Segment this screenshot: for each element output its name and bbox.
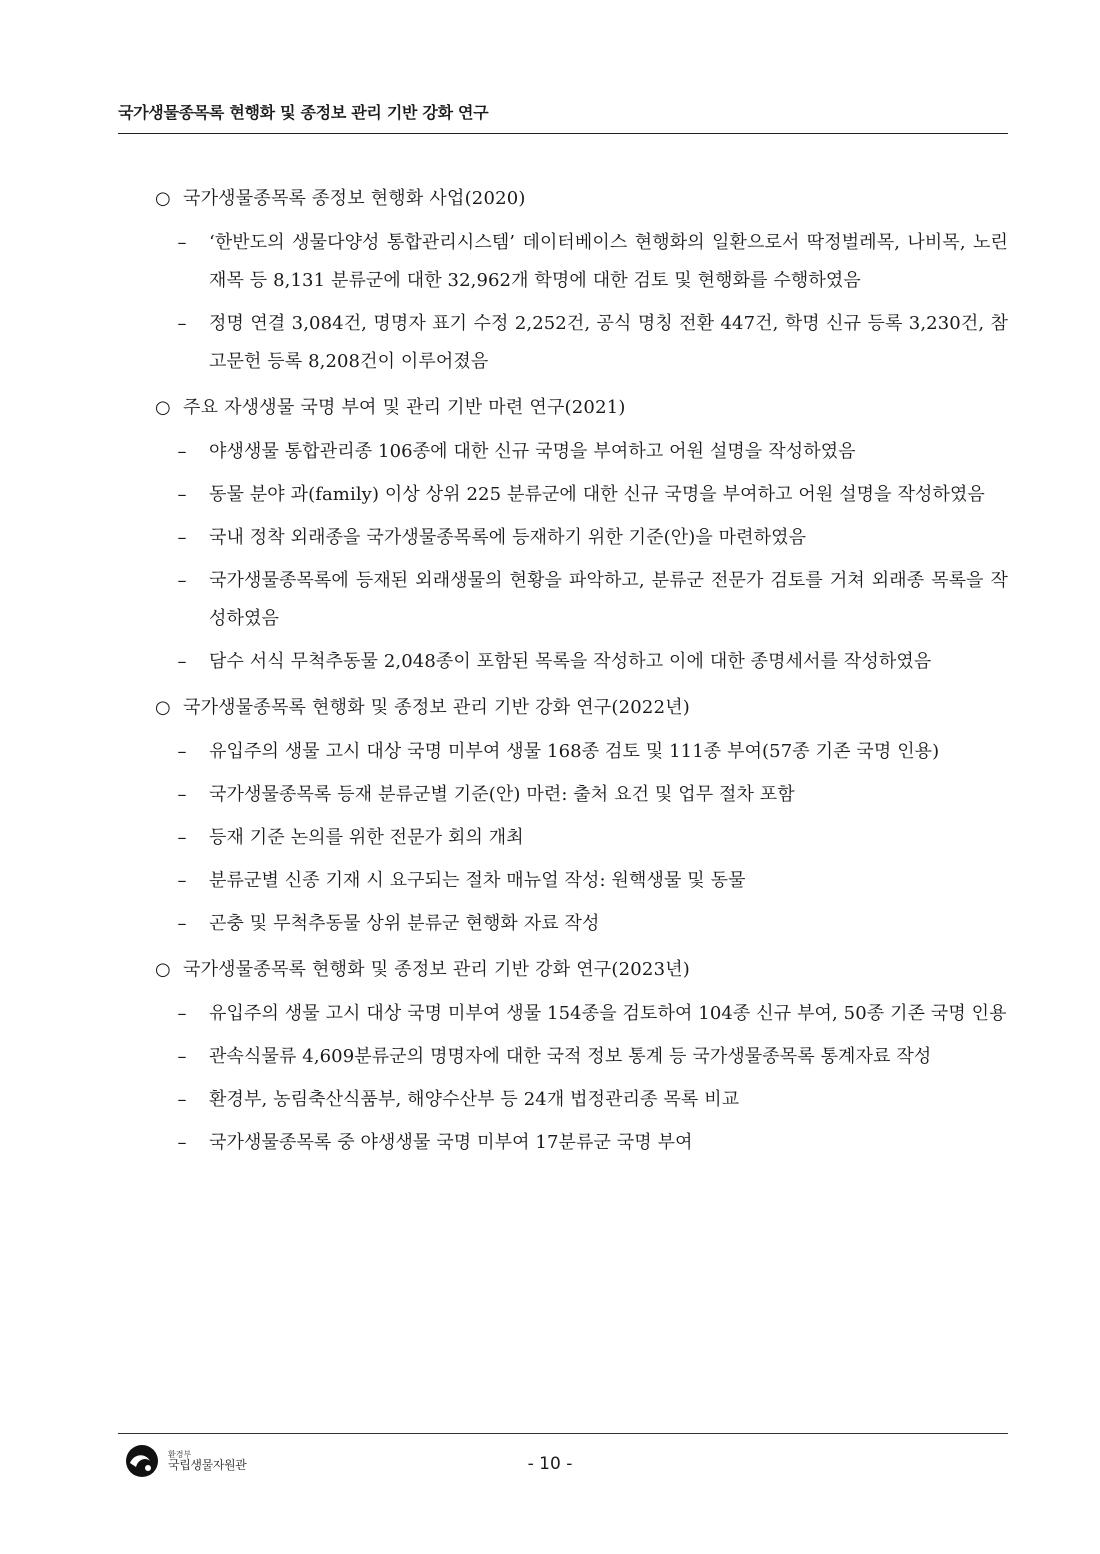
list-item: – 곤충 및 무척추동물 상위 분류군 현행화 자료 작성 — [171, 905, 1008, 943]
section-title: ○ 국가생물종목록 현행화 및 종정보 관리 기반 강화 연구(2023년) — [155, 951, 1008, 989]
dash-bullet-icon: – — [177, 827, 187, 848]
dash-bullet-icon: – — [177, 1046, 187, 1067]
section-title: ○ 국가생물종목록 현행화 및 종정보 관리 기반 강화 연구(2022년) — [155, 689, 1008, 727]
dash-bullet-icon: – — [177, 441, 187, 462]
circle-bullet-icon: ○ — [155, 188, 171, 209]
ministry-name: 환경부 — [168, 1449, 192, 1459]
dash-bullet-icon: – — [177, 527, 187, 548]
page-number: - 10 - — [527, 1454, 573, 1474]
list-item: – ‘한반도의 생물다양성 통합관리시스템’ 데이터베이스 현행화의 일환으로서 딱정벌레목, 나비목, 노린재목 등 8,131 분류군에 대한 32,962개 학명에 대한 검토 및 현행화를 수행하였음 — [171, 224, 1008, 300]
section-title: ○ 국가생물종목록 종정보 현행화 사업(2020) — [155, 180, 1008, 218]
dash-bullet-icon: – — [177, 784, 187, 805]
header-rule — [118, 133, 1008, 134]
dash-bullet-icon: – — [177, 484, 187, 505]
running-header: 국가생물종목록 현행화 및 종정보 관리 기반 강화 연구 — [118, 103, 489, 122]
list-item: – 담수 서식 무척추동물 2,048종이 포함된 목록을 작성하고 이에 대한 종명세서를 작성하였음 — [171, 643, 1008, 681]
dash-bullet-icon: – — [177, 1089, 187, 1110]
circle-bullet-icon: ○ — [155, 697, 171, 718]
list-item: – 분류군별 신종 기재 시 요구되는 절차 매뉴얼 작성: 원핵생물 및 동물 — [171, 862, 1008, 900]
dash-bullet-icon: – — [177, 651, 187, 672]
dash-bullet-icon: – — [177, 232, 187, 253]
list-item: – 환경부, 농림축산식품부, 해양수산부 등 24개 법정관리종 목록 비교 — [171, 1081, 1008, 1119]
list-item: – 국가생물종목록 등재 분류군별 기준(안) 마련: 출처 요건 및 업무 절차 포함 — [171, 776, 1008, 814]
list-item: – 등재 기준 논의를 위한 전문가 회의 개최 — [171, 819, 1008, 857]
dash-bullet-icon: – — [177, 741, 187, 762]
list-item: – 야생생물 통합관리종 106종에 대한 신규 국명을 부여하고 어원 설명을 작성하였음 — [171, 433, 1008, 471]
footer-rule — [118, 1433, 1008, 1434]
list-item: – 국가생물종목록 중 야생생물 국명 미부여 17분류군 국명 부여 — [171, 1124, 1008, 1162]
circle-bullet-icon: ○ — [155, 959, 171, 980]
dash-bullet-icon: – — [177, 870, 187, 891]
circle-bullet-icon: ○ — [155, 397, 171, 418]
institute-name: 국립생물자원관 — [168, 1457, 247, 1472]
list-item: – 동물 분야 과(family) 이상 상위 225 분류군에 대한 신규 국명을 부여하고 어원 설명을 작성하였음 — [171, 476, 1008, 514]
dash-bullet-icon: – — [177, 313, 187, 334]
document-body — [155, 180, 1008, 1167]
dash-bullet-icon: – — [177, 570, 187, 591]
list-item: – 관속식물류 4,609분류군의 명명자에 대한 국적 정보 통계 등 국가생물종목록 통계자료 작성 — [171, 1038, 1008, 1076]
list-item: – 유입주의 생물 고시 대상 국명 미부여 생물 154종을 검토하여 104종 신규 부여, 50종 기존 국명 인용 — [171, 995, 1008, 1033]
dash-bullet-icon: – — [177, 913, 187, 934]
list-item: – 정명 연결 3,084건, 명명자 표기 수정 2,252건, 공식 명칭 전환 447건, 학명 신규 등록 3,230건, 참고문헌 등록 8,208건이 이루어졌음 — [171, 305, 1008, 381]
dash-bullet-icon: – — [177, 1003, 187, 1024]
dash-bullet-icon: – — [177, 1132, 187, 1153]
list-item: – 국가생물종목록에 등재된 외래생물의 현황을 파악하고, 분류군 전문가 검토를 거쳐 외래종 목록을 작성하였음 — [171, 562, 1008, 638]
section-title: ○ 주요 자생생물 국명 부여 및 관리 기반 마련 연구(2021) — [155, 389, 1008, 427]
list-item: – 유입주의 생물 고시 대상 국명 미부여 생물 168종 검토 및 111종 부여(57종 기존 국명 인용) — [171, 733, 1008, 771]
list-item: – 국내 정착 외래종을 국가생물종목록에 등재하기 위한 기준(안)을 마련하였음 — [171, 519, 1008, 557]
